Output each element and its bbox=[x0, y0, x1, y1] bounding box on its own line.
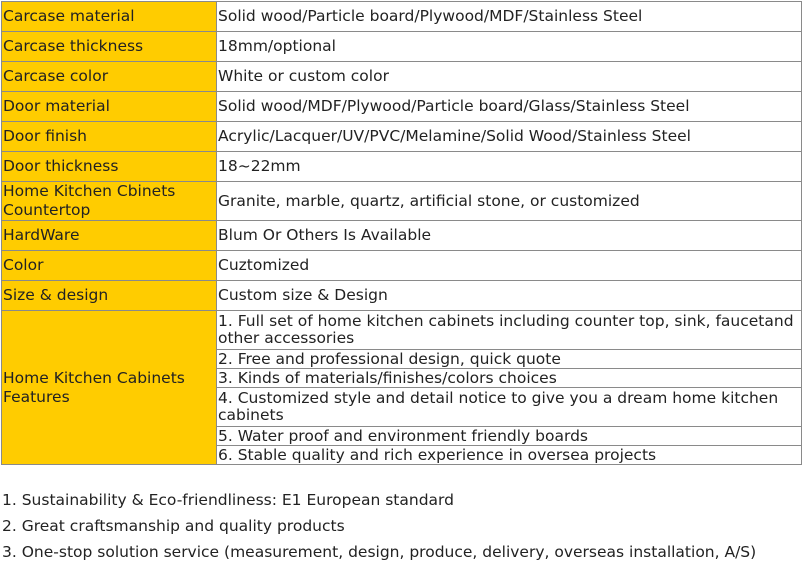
table-row bbox=[2, 92, 802, 122]
note-item: 3. One-stop solution service (measurement, design, produce, delivery, overseas installation, A/S) bbox=[2, 543, 757, 561]
note-item: 2. Great craftsmanship and quality products bbox=[2, 517, 345, 535]
feature-item: 6. Stable quality and rich experience in oversea projects bbox=[217, 446, 802, 465]
note-item: 1. Sustainability & Eco-friendliness: E1 European standard bbox=[2, 491, 454, 509]
row-value: Cuztomized bbox=[217, 251, 802, 281]
table-row bbox=[2, 122, 802, 152]
table-row bbox=[2, 221, 802, 251]
row-label: Color bbox=[2, 251, 217, 281]
feature-item: 3. Kinds of materials/finishes/colors choices bbox=[217, 369, 802, 388]
table-row bbox=[2, 2, 802, 32]
notes-list bbox=[2, 487, 756, 565]
row-value: White or custom color bbox=[217, 62, 802, 92]
feature-item: 4. Customized style and detail notice to give you a dream home kitchen cabinets bbox=[217, 388, 802, 427]
row-label: HardWare bbox=[2, 221, 217, 251]
table-row bbox=[2, 311, 802, 350]
features-label: Home Kitchen Cabinets Features bbox=[2, 311, 217, 465]
row-label: Door thickness bbox=[2, 152, 217, 182]
table-row bbox=[2, 62, 802, 92]
row-value: Solid wood/MDF/Plywood/Particle board/Glass/Stainless Steel bbox=[217, 92, 802, 122]
row-label: Carcase thickness bbox=[2, 32, 217, 62]
row-value: Custom size & Design bbox=[217, 281, 802, 311]
row-value: 18~22mm bbox=[217, 152, 802, 182]
row-value: 18mm/optional bbox=[217, 32, 802, 62]
spec-table bbox=[1, 1, 802, 465]
row-value: Solid wood/Particle board/Plywood/MDF/Stainless Steel bbox=[217, 2, 802, 32]
row-label: Size & design bbox=[2, 281, 217, 311]
table-row bbox=[2, 251, 802, 281]
row-label: Door finish bbox=[2, 122, 217, 152]
row-label: Carcase color bbox=[2, 62, 217, 92]
table-row bbox=[2, 281, 802, 311]
row-label: Carcase material bbox=[2, 2, 217, 32]
row-label: Door material bbox=[2, 92, 217, 122]
feature-item: 1. Full set of home kitchen cabinets including counter top, sink, faucetand other accessories bbox=[217, 311, 802, 350]
feature-item: 5. Water proof and environment friendly boards bbox=[217, 427, 802, 446]
row-value: Blum Or Others Is Available bbox=[217, 221, 802, 251]
row-value: Acrylic/Lacquer/UV/PVC/Melamine/Solid Wood/Stainless Steel bbox=[217, 122, 802, 152]
row-value: Granite, marble, quartz, artificial stone, or customized bbox=[217, 182, 802, 221]
table-row bbox=[2, 182, 802, 221]
table-row bbox=[2, 32, 802, 62]
feature-item: 2. Free and professional design, quick quote bbox=[217, 350, 802, 369]
table-row bbox=[2, 152, 802, 182]
row-label: Home Kitchen Cbinets Countertop bbox=[2, 182, 217, 221]
